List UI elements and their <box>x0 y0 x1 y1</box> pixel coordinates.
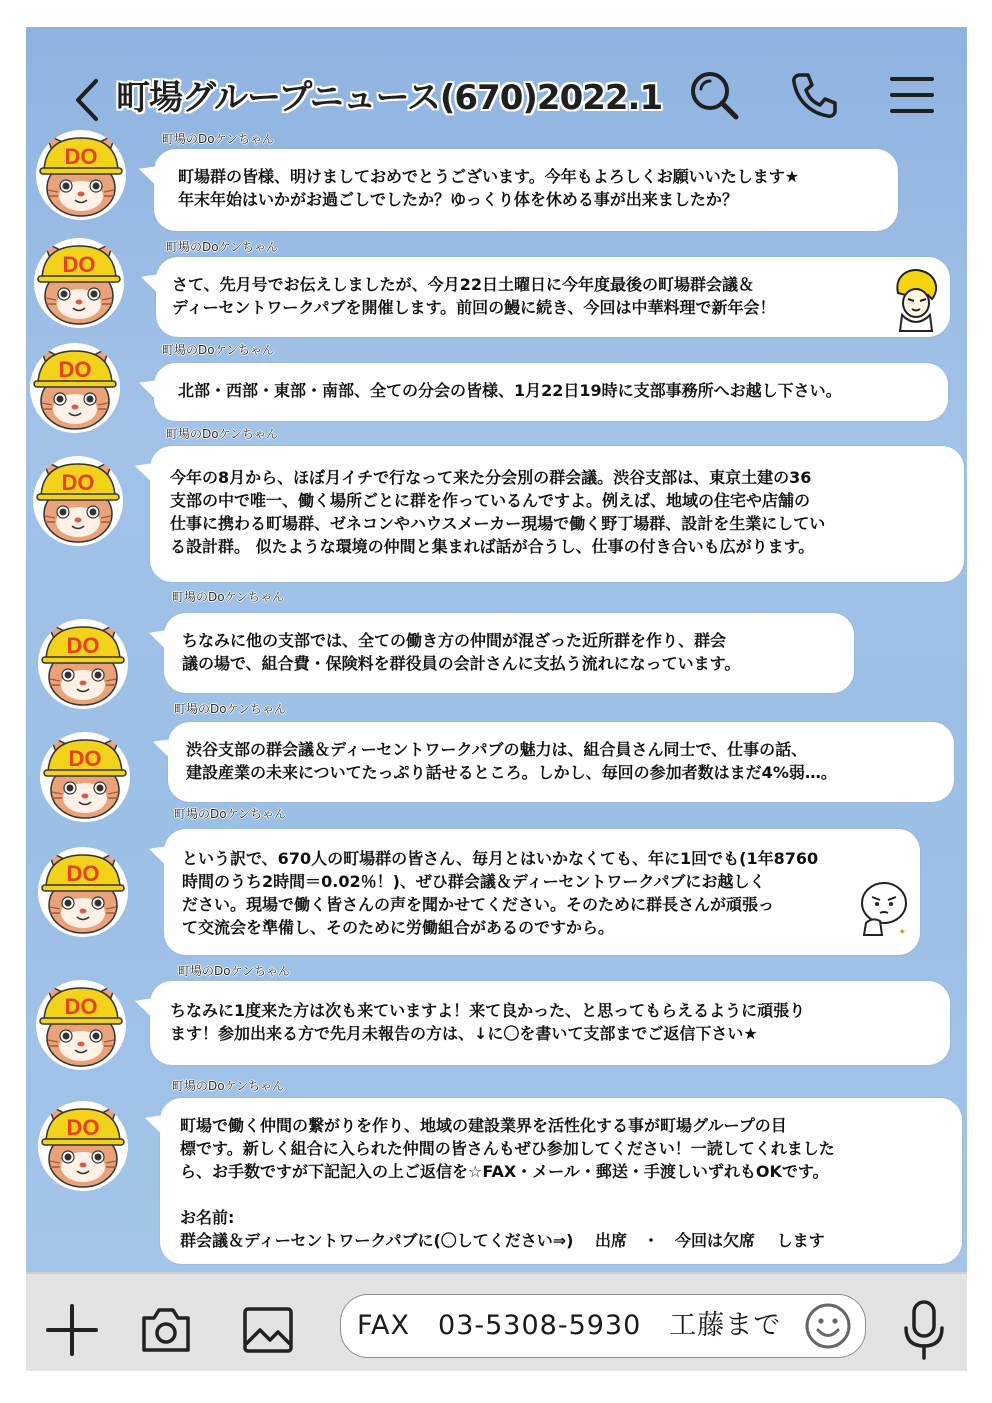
message-bubble[interactable] <box>164 829 920 955</box>
do-ken-mascot-avatar[interactable] <box>33 456 123 546</box>
chat-screen <box>26 27 967 1371</box>
image-icon[interactable] <box>240 1302 296 1358</box>
chevron-left-icon[interactable] <box>72 77 102 123</box>
svg-text:DO: DO <box>68 746 102 771</box>
message-bubble[interactable] <box>164 613 854 693</box>
chat-title: 町場グループニュース(670)2022.1 <box>116 78 663 118</box>
sender-name: 町場のDoケンちゃん <box>166 240 278 254</box>
message-text: ちなみに1度来た方は次も来ていますよ！来て良かった、と思ってもらえるように頑張り ます！参加出来る方で先月未報告の方は、↓に〇を書いて支部までご返信下さい★ <box>170 1001 806 1043</box>
plus-icon[interactable] <box>44 1302 100 1358</box>
svg-text:DO: DO <box>66 1115 100 1140</box>
message-text: 町場で働く仲間の繋がりを作り、地域の建設業界を活性化する事が町場グループの目 標です。新しく組合に入られた仲間の皆さんもぜひ参加してください！一読してくれました ら、お手数ですが下記記入の上ご返信を☆FAX・メール・郵送・手渡しいずれもOKです。 お名前: 群会議＆ディーセントワークパブに(〇してください⇒) 出席 ・ 今回は欠席 します <box>180 1116 835 1250</box>
cartoon-character-sticker <box>888 265 944 333</box>
message-text: という訳で、670人の町場群の皆さん、毎月とはいかなくても、年に1回でも(1年8760 時間のうち2時間＝0.02％！)、ぜひ群会議＆ディーセントワークパブにお越しく ださい。現場で働く皆さんの声を聞かせてください。そのために群長さんが頑張っ て交流会を準備し、そのために労働組合があるのですから。 <box>182 849 819 937</box>
message-bubble[interactable] <box>160 1098 962 1264</box>
do-ken-mascot-icon <box>38 1101 128 1191</box>
message-text: ちなみに他の支部では、全ての働き方の仲間が混ざった近所群を作り、群会 議の場で、組合費・保険料を群役員の会計さんに支払う流れになっています。 <box>182 631 741 673</box>
search-icon[interactable] <box>686 67 742 123</box>
do-ken-mascot-icon <box>30 343 120 433</box>
smiley-icon[interactable] <box>803 1301 853 1351</box>
do-ken-mascot-avatar[interactable] <box>38 619 128 709</box>
svg-text:DO: DO <box>58 357 92 382</box>
do-ken-mascot-avatar[interactable] <box>40 732 130 822</box>
do-ken-mascot-icon <box>40 732 130 822</box>
message-text: 今年の8月から、ほぼ月イチで行なって来た分会別の群会議。渋谷支部は、東京土建の36 支部の中で唯一、働く場所ごとに群を作っているんですよ。例えば、地域の住宅や店舗の 仕事に携わる町場群、ゼネコンやハウスメーカー現場で働く野丁場群、設計を生業にしてい る設計群。 似たような環境の仲間と集まれば話が合うし、仕事の付き合いも広がります。 <box>170 468 826 556</box>
do-ken-mascot-icon <box>33 456 123 546</box>
message-bubble[interactable] <box>154 363 948 421</box>
do-ken-mascot-avatar[interactable] <box>38 847 128 937</box>
sender-name: 町場のDoケンちゃん <box>174 702 286 716</box>
message-bubble[interactable] <box>150 446 964 582</box>
message-bubble[interactable] <box>168 722 954 802</box>
svg-text:DO: DO <box>66 633 100 658</box>
do-ken-mascot-icon <box>38 847 128 937</box>
do-ken-mascot-icon <box>38 619 128 709</box>
chat-header <box>26 27 967 137</box>
phone-icon[interactable] <box>786 67 842 123</box>
message-input[interactable] <box>340 1294 866 1358</box>
svg-text:DO: DO <box>61 470 95 495</box>
sender-name: 町場のDoケンちゃん <box>166 427 278 441</box>
svg-text:DO: DO <box>64 994 98 1019</box>
thinking-character-sticker <box>856 875 912 943</box>
do-ken-mascot-avatar[interactable] <box>36 130 126 220</box>
do-ken-mascot-avatar[interactable] <box>30 343 120 433</box>
message-bubble[interactable] <box>156 257 950 337</box>
chat-input-bar <box>26 1272 967 1371</box>
sender-name: 町場のDoケンちゃん <box>174 807 286 821</box>
message-text: 渋谷支部の群会議＆ディーセントワークパブの魅力は、組合員さん同士で、仕事の話、 建設産業の未来についてたっぷり話せるところ。しかし、毎回の参加者数はまだ4%弱…。 <box>186 740 837 782</box>
message-text: 町場群の皆様、明けましておめでとうございます。今年もよろしくお願いいたします★ 年末年始はいかがお過ごしでしたか？ゆっくり体を休める事が出来ましたか？ <box>178 167 800 209</box>
svg-text:DO: DO <box>64 144 98 169</box>
do-ken-mascot-icon <box>36 980 126 1070</box>
camera-icon[interactable] <box>138 1302 194 1358</box>
do-ken-mascot-avatar[interactable] <box>34 238 124 328</box>
message-bubble[interactable] <box>150 981 950 1065</box>
sender-name: 町場のDoケンちゃん <box>162 132 274 146</box>
microphone-icon[interactable] <box>896 1298 952 1362</box>
message-text: 北部・西部・東部・南部、全ての分会の皆様、1月22日19時に支部事務所へお越し下さい。 <box>178 381 842 400</box>
do-ken-mascot-icon <box>36 130 126 220</box>
menu-icon[interactable] <box>884 67 940 123</box>
sender-name: 町場のDoケンちゃん <box>172 1079 284 1093</box>
message-text: さて、先月号でお伝えしましたが、今月22日土曜日に今年度最後の町場群会議＆ ディーセントワークパブを開催します。前回の鰻に続き、今回は中華料理で新年会！ <box>172 275 776 317</box>
svg-text:DO: DO <box>66 861 100 886</box>
do-ken-mascot-avatar[interactable] <box>36 980 126 1070</box>
do-ken-mascot-icon <box>34 238 124 328</box>
sender-name: 町場のDoケンちゃん <box>178 964 290 978</box>
sender-name: 町場のDoケンちゃん <box>162 343 274 357</box>
do-ken-mascot-avatar[interactable] <box>38 1101 128 1191</box>
svg-text:DO: DO <box>62 252 96 277</box>
sender-name: 町場のDoケンちゃん <box>172 590 284 604</box>
message-input-text: FAX 03-5308-5930 工藤まで <box>357 1310 782 1341</box>
message-bubble[interactable] <box>154 149 898 231</box>
svg-text:✦: ✦ <box>898 927 907 938</box>
